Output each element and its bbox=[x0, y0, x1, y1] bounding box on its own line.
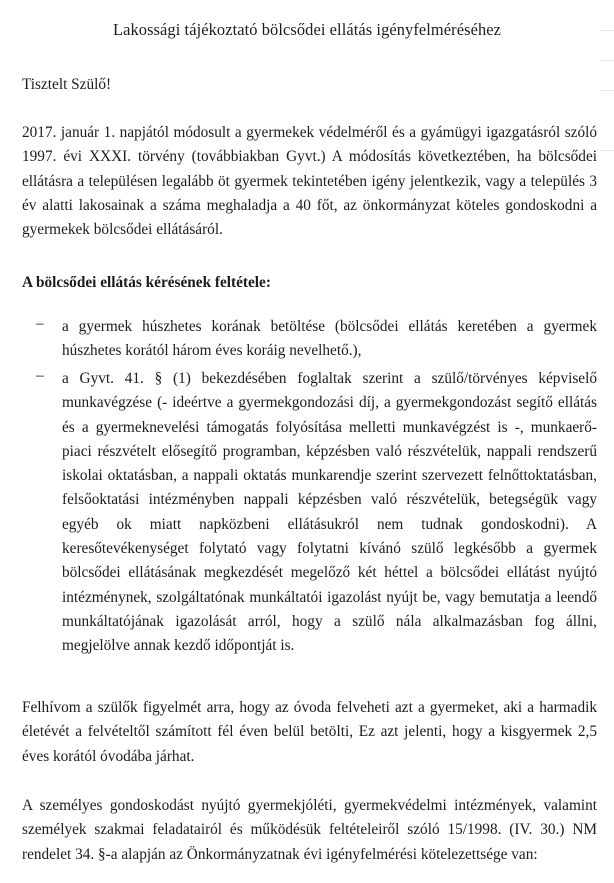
document-title: Lakossági tájékoztató bölcsődei ellátás igényfelméréséhez bbox=[113, 20, 501, 39]
intro-paragraph: 2017. január 1. napjától módosult a gyermekek védelméről és a gyámügyi igazgatásról szóló 1997. évi XXXI. törvény (továbbiakban Gyvt.) A módosítás következtében, ha bölcsődei ellátásra a településen legalább öt gyermek tekintetében igény jelentkezik, vagy a település 3 év alatti lakosainak a száma meghaladja a 40 főt, az önkormányzat köteles gondoskodni a gyermekek bölcsődei ellátásáról. bbox=[22, 124, 597, 239]
scan-bleed-mark bbox=[600, 90, 614, 91]
kindergarten-paragraph: Felhívom a szülők figyelmét arra, hogy az óvoda felveheti azt a gyermeket, aki a harmadik életévét a felvételtől számított fél éven belül betölti, Ez azt jelenti, hogy a kisgyermek 2,5 éves korától óvodába járhat. bbox=[22, 699, 597, 765]
list-item-text: a gyermek húszhetes korának betöltése (bölcsődei ellátás keretében a gyermek húszhetes korától három éves koráig nevelhető.), bbox=[62, 318, 597, 360]
list-bullet: – bbox=[36, 367, 44, 384]
scan-bleed-mark bbox=[600, 60, 614, 61]
list-bullet: – bbox=[36, 315, 44, 332]
salutation: Tisztelt Szülő! bbox=[22, 76, 112, 93]
closing-paragraph: A személyes gondoskodást nyújtó gyermekjóléti, gyermekvédelmi intézmények, valamint személyek szakmai feladatairól és működésük feltételeiről szóló 15/1998. (IV. 30.) NM rendelet 34. §-a alapján az Önkormányzatnak évi igényfelmérési kötelezettsége van: bbox=[22, 797, 597, 863]
conditions-heading: A bölcsődei ellátás kérésének feltétele: bbox=[22, 274, 271, 291]
scan-bleed-mark bbox=[600, 150, 614, 151]
list-item-text: a Gyvt. 41. § (1) bekezdésében foglaltak szerint a szülő/törvényes képviselő munkavégzése (- ideértve a gyermekgondozási díj, a gyermekgondozást segítő ellátás és a gyermeknevelési támogatás folyósítása melletti munkavégzést is -, munkaerő-piaci részvételt elősegítő programban, képzésben való részvételük, nappali rendszerű iskolai oktatásban, a nappali oktatás munkarendje szerint szervezett felnőttoktatásban, felsőoktatási intézményben nappali képzésben való részvételük, betegségük vagy egyéb ok miatt napközbeni ellátásukról nem tudnak gondoskodni). A keresőtevékenységet folytató vagy folytatni kívánó szülő legkésőbb a gyermek bölcsődei ellátásának megkezdését megelőző két héttel a bölcsődei ellátást nyújtó intézménynek, szolgáltatónak munkáltatói igazolást nyújt be, vagy bemutatja a leendő munkáltatójának igazolását arról, hogy a szülő nála alkalmazásban fog állni, megjelölve annak kezdő időpontját is. bbox=[62, 370, 597, 655]
